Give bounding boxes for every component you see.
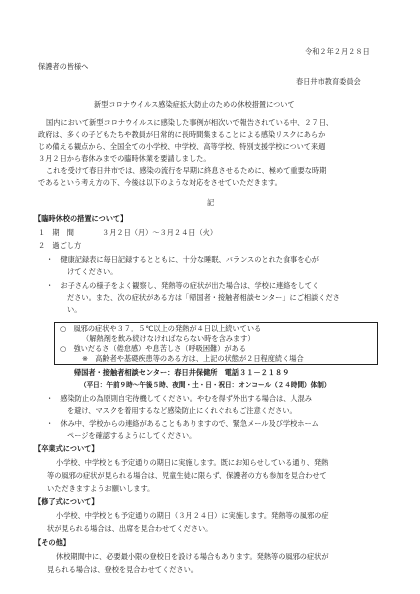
symptom-line: ○ 強いだるさ（倦怠感）や息苦しさ（呼吸困難）がある: [60, 344, 246, 353]
period-value: ３月２日（月）～３月２４日（火）: [102, 228, 218, 237]
section-heading-closing: 【修了式について】: [34, 497, 99, 506]
closing-line: 状が見られる場合は、出席を見合わせてください。: [47, 524, 213, 533]
other-line: 休校期間中に、必要最小限の登校日を設ける場合もあります。発熱等の風邪の症状が: [56, 552, 329, 561]
intro-line: 国内において新型コロナウイルスに感染した事例が相次いで報告されている中、２７日、: [46, 118, 334, 127]
section-heading-other: 【その他】: [34, 538, 70, 547]
bullet-line: ・ お子さんの様子をよく観察し、発熱等の症状が出た場合は、学校に連絡をしてく: [46, 281, 320, 290]
symptom-line: （解熱剤を飲み続けなければならない時を含みます）: [82, 334, 255, 343]
closing-line: 小学校、中学校とも予定通りの期日（３月２４日）に実施します。発熱等の風邪の症: [56, 511, 329, 520]
graduation-line: 等の風邪の症状が見られる場合は、児童生徒に限らず、保護者の方も参加を見合わせて: [47, 471, 327, 480]
bullet-line: ・ 健康記録表に毎日記録するとともに、十分な睡眠、バランスのとれた食事を心が: [46, 255, 319, 264]
other-line: 見られる場合は、登校を見合わせてください。: [47, 565, 198, 574]
bullet-line: ・ 感染防止の為原則自宅待機してください。やむを得ず外出する場合は、人混み: [46, 394, 312, 403]
sender: 春日井市教育委員会: [296, 77, 361, 86]
symptom-line: ※ 高齢者や基礎疾患等のある方は、上記の状態が２日程度続く場合: [82, 354, 304, 363]
graduation-line: 小学校、中学校とも予定通りの期日に実施します。既にお知らせしている通り、発熱: [56, 458, 329, 467]
bullet-line: い。: [67, 305, 82, 314]
period-label: １ 期 間: [38, 228, 74, 237]
section-heading-closure: 【臨時休校の措置について】: [34, 214, 128, 223]
section-heading-graduation: 【卒業式について】: [34, 444, 99, 453]
consultation-hours: （平日：午前９時～午後５時、夜間・土・日・祝日：オンコール（２４時間）体制）: [80, 381, 331, 389]
addressee: 保護者の皆様へ: [38, 62, 89, 71]
document-date: 令和２年２月２８日: [305, 47, 370, 56]
intro-line: であるという考え方の下、今後は以下のような対応をさせていただきます。: [38, 178, 282, 187]
intro-line: ３月２日から春休みまでの臨時休業を要請しました。: [38, 154, 211, 163]
howto-label: ２ 過ごし方: [38, 241, 82, 250]
bullet-line: ページを確認するようにしてください。: [67, 431, 197, 440]
intro-line: 政府は、多くの子どもたちや教員が日常的に長時間集まることによる感染リスクにあらか: [38, 130, 326, 139]
symptom-line: ○ 風邪の症状や３７．５℃以上の発熱が４日以上続いている: [60, 324, 262, 333]
bullet-line: を避け、マスクを着用するなど感染防止にくれぐれもご注意ください。: [67, 406, 297, 415]
intro-line: じめ備える観点から、全国全ての小学校、中学校、高等学校、特別支援学校について来週: [38, 142, 326, 151]
consultation-center: 帰国者・接触者相談センター：春日井保健所 電話３１－２１８９: [74, 368, 290, 377]
bullet-line: けてください。: [67, 267, 118, 276]
ki-marker: 記: [207, 198, 215, 207]
bullet-line: ださい。また、次の症状がある方は「帰国者・接触者相談センター」にご相談くださ: [67, 293, 340, 302]
document-title: 新型コロナウイルス感染症拡大防止のための休校措置について: [94, 100, 295, 109]
bullet-line: ・ 休み中、学校からの連絡があることもありますので、緊急メール及び学校ホーム: [46, 419, 319, 428]
intro-line: これを受けて春日井市では、感染の流行を早期に終息させるために、極めて重要な時期: [46, 166, 327, 175]
graduation-line: いただきますようお願いします。: [47, 484, 155, 493]
